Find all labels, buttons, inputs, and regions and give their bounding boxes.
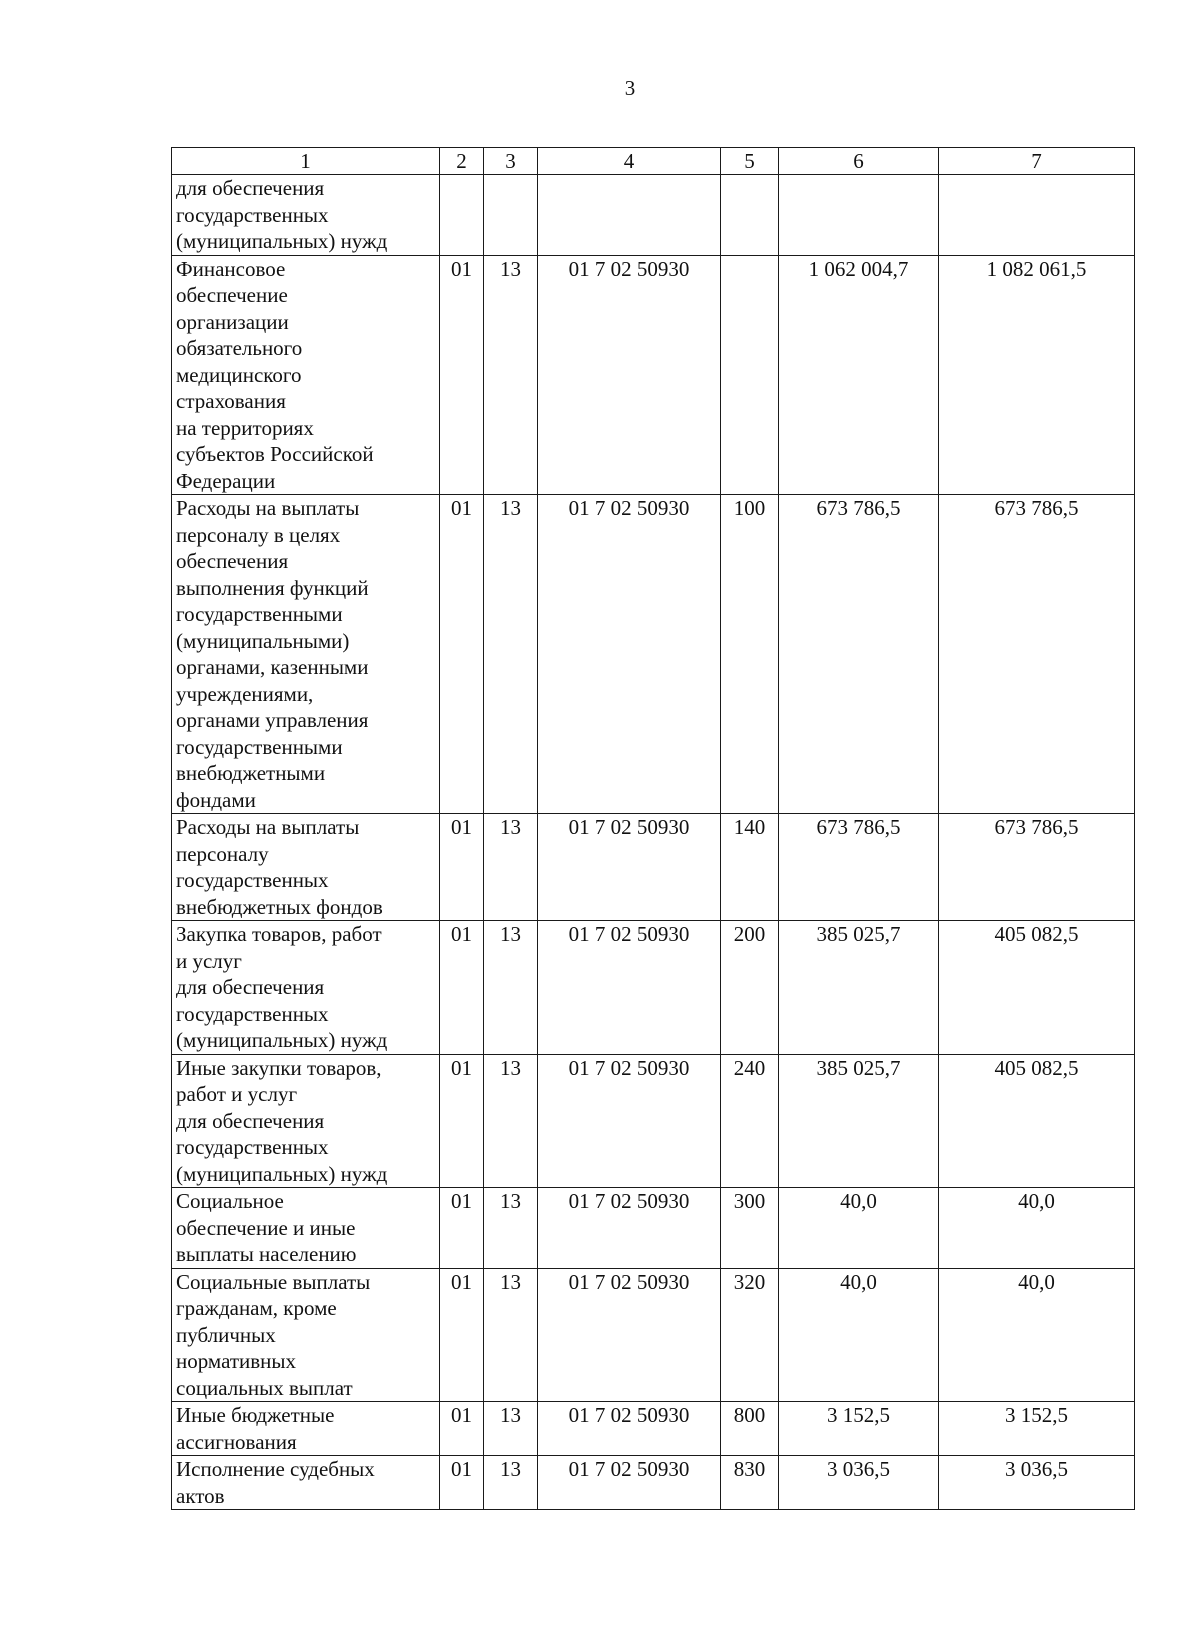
section-code-cell: 01 <box>440 921 484 1055</box>
row-name-line: Закупка товаров, работ <box>176 922 382 946</box>
row-name-line: Иные закупки товаров, <box>176 1055 382 1080</box>
row-name-line: выполнения функций <box>176 575 369 600</box>
row-name-line: гражданам, кроме <box>176 1296 337 1320</box>
section-code-cell: 01 <box>440 1268 484 1402</box>
column-header-5: 5 <box>721 148 779 175</box>
table-row <box>172 1188 1135 1269</box>
row-name-line: государственных <box>176 1001 329 1026</box>
row-name-line: (муниципальными) <box>176 628 350 653</box>
table-row <box>172 1456 1135 1510</box>
row-name-line: работ и услуг <box>176 1082 298 1106</box>
amount-year-1-cell <box>779 175 939 256</box>
row-name-line: персоналу <box>176 841 269 866</box>
column-header-7: 7 <box>939 148 1135 175</box>
subsection-code-cell: 13 <box>484 1456 538 1510</box>
amount-year-1-cell: 673 786,5 <box>779 495 939 814</box>
expense-type-cell: 800 <box>721 1402 779 1456</box>
expense-type-cell: 240 <box>721 1054 779 1188</box>
row-name-line: публичных <box>176 1322 276 1347</box>
row-name-line: медицинского <box>176 362 302 387</box>
section-code-cell: 01 <box>440 495 484 814</box>
expense-type-cell: 300 <box>721 1188 779 1269</box>
row-name-line: страхования <box>176 389 286 413</box>
table-row <box>172 255 1135 495</box>
target-article-cell: 01 7 02 50930 <box>538 921 721 1055</box>
amount-year-1-cell: 385 025,7 <box>779 1054 939 1188</box>
amount-year-1-cell: 385 025,7 <box>779 921 939 1055</box>
row-name-cell <box>172 1456 440 1510</box>
amount-year-1-cell: 40,0 <box>779 1268 939 1402</box>
amount-year-2-cell <box>939 175 1135 256</box>
target-article-cell: 01 7 02 50930 <box>538 1188 721 1269</box>
column-header-1: 1 <box>172 148 440 175</box>
row-name-cell <box>172 921 440 1055</box>
table-row <box>172 495 1135 814</box>
section-code-cell: 01 <box>440 1456 484 1510</box>
row-name-line: на территориях <box>176 415 314 440</box>
row-name-line: учреждениями, <box>176 681 314 706</box>
row-name-line: для обеспечения <box>176 1108 325 1133</box>
row-name-line: государственных <box>176 202 329 227</box>
row-name-line: для обеспечения <box>176 176 325 200</box>
section-code-cell <box>440 175 484 256</box>
row-name-line: обязательного <box>176 336 303 360</box>
target-article-cell <box>538 175 721 256</box>
row-name-line: актов <box>176 1483 225 1508</box>
target-article-cell: 01 7 02 50930 <box>538 814 721 921</box>
row-name-cell <box>172 175 440 256</box>
column-header-4: 4 <box>538 148 721 175</box>
subsection-code-cell: 13 <box>484 814 538 921</box>
row-name-line: (муниципальных) нужд <box>176 1028 388 1052</box>
row-name-cell <box>172 1268 440 1402</box>
amount-year-1-cell: 40,0 <box>779 1188 939 1269</box>
section-code-cell: 01 <box>440 814 484 921</box>
subsection-code-cell: 13 <box>484 495 538 814</box>
row-name-line: и услуг <box>176 948 242 973</box>
row-name-cell <box>172 1188 440 1269</box>
amount-year-2-cell: 405 082,5 <box>939 921 1135 1055</box>
amount-year-2-cell: 3 036,5 <box>939 1456 1135 1510</box>
amount-year-1-cell: 3 036,5 <box>779 1456 939 1510</box>
page-number: 3 <box>624 76 636 100</box>
table-row <box>172 1054 1135 1188</box>
target-article-cell: 01 7 02 50930 <box>538 1402 721 1456</box>
expense-type-cell: 200 <box>721 921 779 1055</box>
subsection-code-cell <box>484 175 538 256</box>
target-article-cell: 01 7 02 50930 <box>538 1456 721 1510</box>
row-name-line: государственными <box>176 734 343 759</box>
expense-type-cell: 830 <box>721 1456 779 1510</box>
amount-year-1-cell: 3 152,5 <box>779 1402 939 1456</box>
row-name-cell <box>172 1054 440 1188</box>
section-code-cell: 01 <box>440 1188 484 1269</box>
row-name-line: государственных <box>176 1135 329 1159</box>
expense-type-cell <box>721 175 779 256</box>
row-name-line: Социальные выплаты <box>176 1269 371 1294</box>
budget-table <box>171 147 1135 1510</box>
row-name-line: обеспечения <box>176 549 289 573</box>
section-code-cell: 01 <box>440 1054 484 1188</box>
amount-year-2-cell: 673 786,5 <box>939 495 1135 814</box>
row-name-line: Финансовое <box>176 256 286 281</box>
row-name-line: Федерации <box>176 468 276 493</box>
header-row <box>172 148 1135 175</box>
row-name-line: выплаты населению <box>176 1242 357 1266</box>
expense-type-cell <box>721 255 779 495</box>
amount-year-2-cell: 1 082 061,5 <box>939 255 1135 495</box>
amount-year-1-cell: 1 062 004,7 <box>779 255 939 495</box>
expense-type-cell: 140 <box>721 814 779 921</box>
row-name-line: органами управления <box>176 708 369 732</box>
table-row <box>172 814 1135 921</box>
row-name-line: персоналу в целях <box>176 522 341 547</box>
row-name-cell <box>172 814 440 921</box>
amount-year-2-cell: 405 082,5 <box>939 1054 1135 1188</box>
section-code-cell: 01 <box>440 255 484 495</box>
amount-year-1-cell: 673 786,5 <box>779 814 939 921</box>
table-row <box>172 175 1135 256</box>
row-name-line: внебюджетными <box>176 761 326 785</box>
row-name-line: ассигнования <box>176 1429 297 1454</box>
row-name-line: (муниципальных) нужд <box>176 229 388 253</box>
table-row <box>172 1402 1135 1456</box>
expense-type-cell: 320 <box>721 1268 779 1402</box>
amount-year-2-cell: 40,0 <box>939 1188 1135 1269</box>
expense-type-cell: 100 <box>721 495 779 814</box>
subsection-code-cell: 13 <box>484 1402 538 1456</box>
subsection-code-cell: 13 <box>484 1054 538 1188</box>
row-name-line: (муниципальных) нужд <box>176 1161 388 1186</box>
target-article-cell: 01 7 02 50930 <box>538 1054 721 1188</box>
column-header-6: 6 <box>779 148 939 175</box>
row-name-line: Расходы на выплаты <box>176 815 360 839</box>
subsection-code-cell: 13 <box>484 1188 538 1269</box>
row-name-line: внебюджетных фондов <box>176 894 383 919</box>
row-name-cell <box>172 495 440 814</box>
table-row <box>172 921 1135 1055</box>
target-article-cell: 01 7 02 50930 <box>538 1268 721 1402</box>
section-code-cell: 01 <box>440 1402 484 1456</box>
row-name-line: социальных выплат <box>176 1375 353 1400</box>
row-name-cell <box>172 1402 440 1456</box>
row-name-line: органами, казенными <box>176 655 369 679</box>
row-name-line: Иные бюджетные <box>176 1403 335 1427</box>
row-name-line: организации <box>176 309 289 334</box>
row-name-line: Исполнение судебных <box>176 1457 375 1481</box>
row-name-line: государственными <box>176 602 343 626</box>
row-name-line: обеспечение и иные <box>176 1215 356 1240</box>
row-name-cell <box>172 255 440 495</box>
subsection-code-cell: 13 <box>484 1268 538 1402</box>
subsection-code-cell: 13 <box>484 921 538 1055</box>
amount-year-2-cell: 40,0 <box>939 1268 1135 1402</box>
target-article-cell: 01 7 02 50930 <box>538 495 721 814</box>
row-name-line: для обеспечения <box>176 975 325 999</box>
row-name-line: нормативных <box>176 1349 297 1373</box>
table-body <box>172 175 1135 1510</box>
target-article-cell: 01 7 02 50930 <box>538 255 721 495</box>
column-header-2: 2 <box>440 148 484 175</box>
row-name-line: фондами <box>176 787 256 812</box>
table-row <box>172 1268 1135 1402</box>
row-name-line: субъектов Российской <box>176 442 374 466</box>
row-name-line: государственных <box>176 868 329 892</box>
amount-year-2-cell: 673 786,5 <box>939 814 1135 921</box>
row-name-line: Расходы на выплаты <box>176 496 360 520</box>
column-header-3: 3 <box>484 148 538 175</box>
row-name-line: Социальное <box>176 1189 284 1213</box>
amount-year-2-cell: 3 152,5 <box>939 1402 1135 1456</box>
subsection-code-cell: 13 <box>484 255 538 495</box>
row-name-line: обеспечение <box>176 283 288 307</box>
